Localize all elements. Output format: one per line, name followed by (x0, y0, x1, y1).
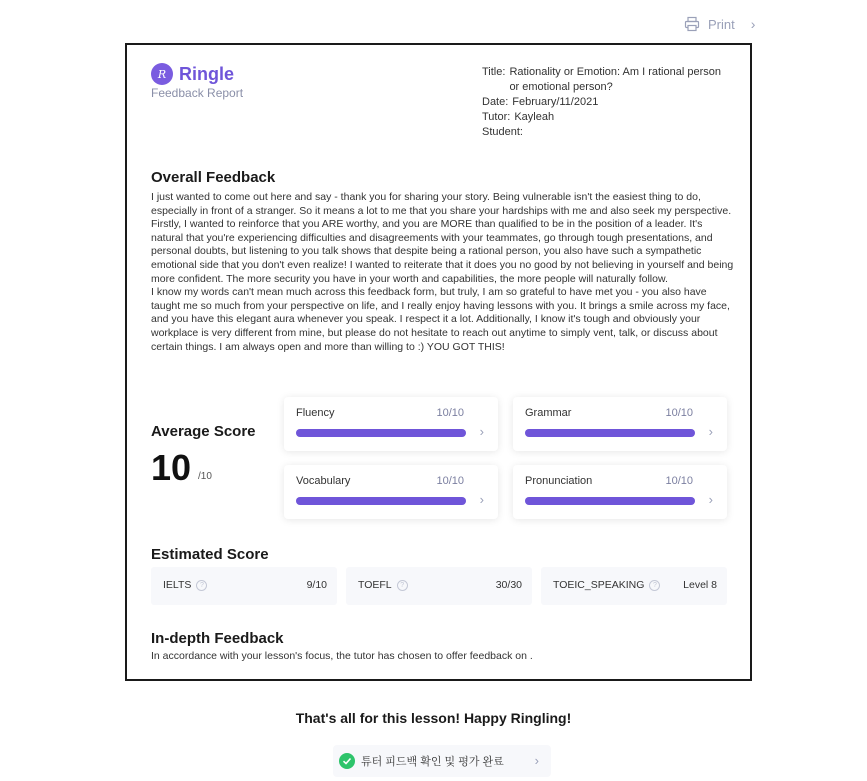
meta-date-key: Date: (482, 96, 509, 108)
meta-student (482, 125, 732, 140)
average-score-value: 10 (151, 447, 192, 488)
est-label: TOEFL (358, 579, 392, 591)
question-icon[interactable]: ? (196, 580, 207, 591)
score-card-vocabulary[interactable] (284, 465, 498, 519)
score-card-name: Pronunciation (525, 475, 593, 487)
average-score-title: Average Score (151, 423, 256, 440)
meta-date-value: February/11/2021 (512, 96, 599, 108)
score-card-value: 10/10 (436, 475, 464, 487)
meta-date (482, 95, 732, 110)
score-card-grammar[interactable] (513, 397, 727, 451)
est-value: 30/30 (495, 579, 522, 591)
average-score-denominator: /10 (198, 471, 212, 482)
estimated-score-toeic-speaking (541, 567, 727, 605)
score-bar-fill (296, 497, 466, 505)
est-value: Level 8 (683, 579, 717, 591)
score-card-pronunciation[interactable] (513, 465, 727, 519)
indepth-feedback-title: In-depth Feedback (151, 630, 284, 647)
score-bar (296, 429, 466, 437)
confirm-label: 튜터 피드백 확인 및 평가 완료 (361, 756, 504, 768)
score-bar-fill (525, 429, 695, 437)
question-icon[interactable]: ? (397, 580, 408, 591)
chevron-right-icon: › (708, 492, 713, 507)
estimated-score-ielts (151, 567, 337, 605)
print-button[interactable] (684, 16, 755, 32)
meta-title-key: Title: (482, 66, 506, 78)
score-card-value: 10/10 (665, 475, 693, 487)
estimated-score-toefl (346, 567, 532, 605)
overall-paragraph-2: I know my words can't mean much across this feedback form, but truly, I am so grateful to have met you - you also have taught me so much from your perspective on life, and I really enjoy having lessons with you. It brings a smile across my face, and you have this elegant aura whenever you speak. I respect it a lot. Additionally, I know it's tough and obviously your workplace is very different from mine, but please do not hesitate to reach out anytime to simply vent, talk, or discuss about certain things. I am always open and more than willing to :) YOU GOT THIS! (151, 286, 730, 353)
score-bar (525, 497, 695, 505)
score-card-fluency[interactable] (284, 397, 498, 451)
meta-student-key: Student: (482, 126, 523, 138)
estimated-score-title: Estimated Score (151, 546, 269, 563)
overall-paragraph-1: I just wanted to come out here and say - thank you for sharing your story. Being vulnerable isn't the easiest thing to do, especially in front of a stranger. So it means a lot to me that you share your hardships with me and also seek my perspective. Firstly, I wanted to reinforce that you ARE worthy, and you are MORE than qualified to be in the position of a leader. It's natural that you're experiencing difficulties and disagreements with your teammates, go through tough presentations, and personal doubts, but listening to you talk shows that despite being a rational person, you also have such a sympathetic emotional side that you don't even realize! I wanted to reiterate that it does you no good by not believing in yourself and being more confident. The more security you have in your worth and capabilities, the more people will naturally follow. (151, 191, 734, 285)
est-value: 9/10 (306, 579, 327, 591)
chevron-right-icon: › (750, 16, 756, 32)
brand-logo (151, 63, 234, 85)
score-bar (296, 497, 466, 505)
score-card-value: 10/10 (436, 407, 464, 419)
meta-title (482, 65, 732, 95)
report-subtitle: Feedback Report (151, 86, 244, 100)
feedback-report (125, 43, 752, 681)
score-card-name: Vocabulary (296, 475, 351, 487)
brand-name: Ringle (179, 63, 235, 84)
est-name (553, 579, 660, 591)
print-label: Print (708, 16, 735, 32)
indepth-feedback-text: In accordance with your lesson's focus, the tutor has chosen to offer feedback on . (151, 650, 533, 662)
lesson-meta (482, 65, 732, 140)
meta-student-value (527, 125, 732, 140)
chevron-right-icon: › (479, 492, 484, 507)
confirm-feedback-button[interactable] (333, 745, 551, 777)
chevron-right-icon: › (708, 424, 713, 439)
check-circle-icon (339, 753, 355, 769)
chevron-right-icon: › (479, 424, 484, 439)
score-card-name: Fluency (296, 407, 335, 419)
question-icon[interactable]: ? (649, 580, 660, 591)
score-bar (525, 429, 695, 437)
overall-feedback-title: Overall Feedback (151, 169, 276, 186)
score-bar-fill (296, 429, 466, 437)
closing-message: That's all for this lesson! Happy Ringling! (295, 710, 572, 726)
est-name (163, 579, 207, 591)
ringle-logo-icon: R (151, 63, 173, 85)
overall-feedback-text (151, 191, 735, 354)
score-card-name: Grammar (525, 407, 572, 419)
score-bar-fill (525, 497, 695, 505)
est-label: IELTS (163, 579, 192, 591)
est-label: TOEIC_SPEAKING (553, 579, 645, 591)
meta-tutor-value: Kayleah (514, 111, 555, 123)
printer-icon (684, 16, 700, 32)
est-name (358, 579, 408, 591)
chevron-right-icon: › (534, 753, 539, 768)
meta-title-value: Rationality or Emotion: Am I rational person or emotional person? (509, 66, 721, 93)
score-card-value: 10/10 (665, 407, 693, 419)
meta-tutor-key: Tutor: (482, 111, 511, 123)
meta-tutor (482, 110, 732, 125)
